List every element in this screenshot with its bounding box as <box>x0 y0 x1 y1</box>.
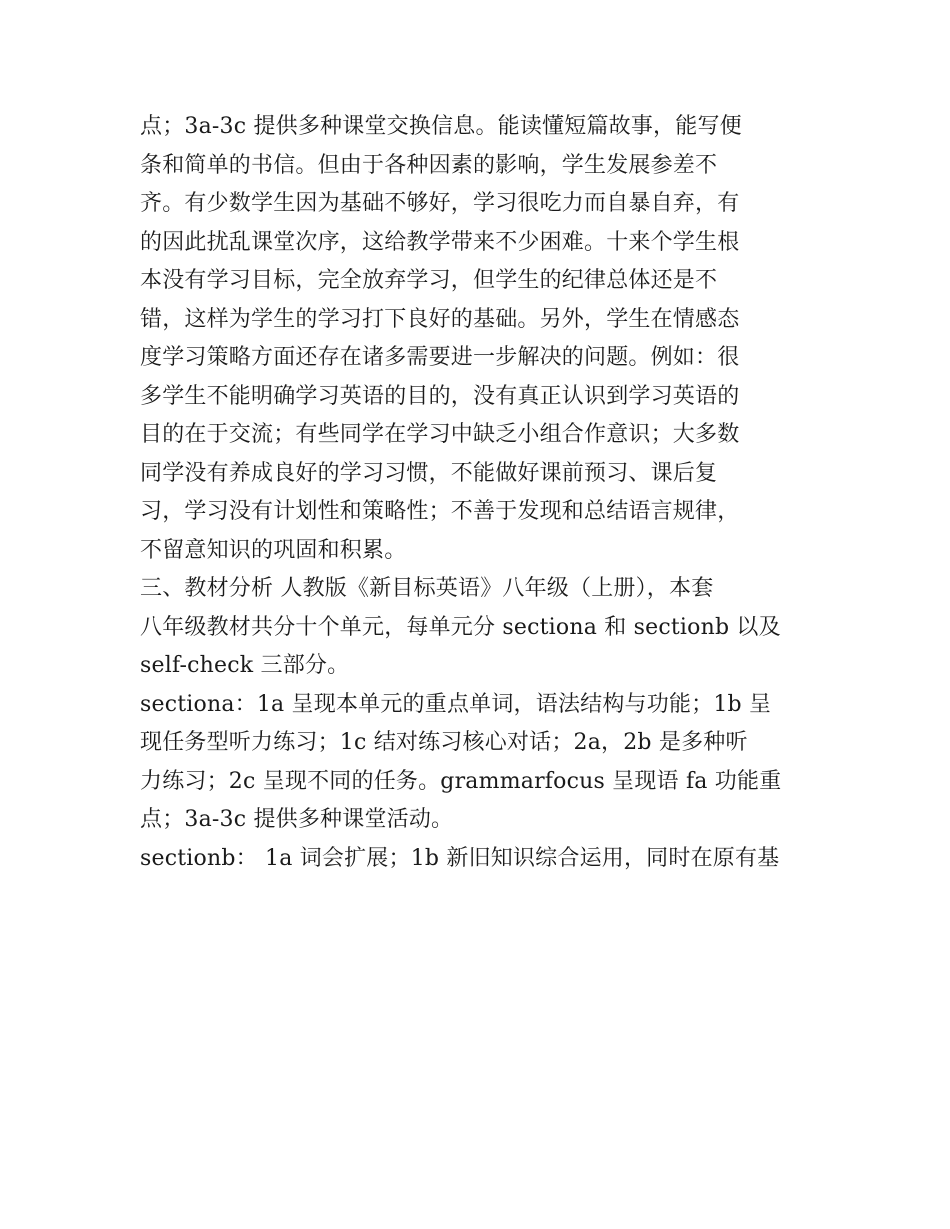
text-line: 目的在于交流；有些同学在学习中缺乏小组合作意识；大多数 <box>140 422 740 447</box>
text-line: 齐。有少数学生因为基础不够好，学习很吃力而自暴自弃，有 <box>140 191 740 216</box>
text-line: 错，这样为学生的学习打下良好的基础。另外，学生在情感态 <box>140 306 740 332</box>
text-line: 本没有学习目标，完全放弃学习，但学生的纪律总体还是不 <box>140 268 718 293</box>
text-line: sectiona：1a 呈现本单元的重点单词，语法结构与功能；1b 呈 <box>140 691 772 717</box>
text-line: sectionb： 1a 词会扩展；1b 新旧知识综合运用，同时在原有基 <box>140 845 780 871</box>
text-line: 度学习策略方面还存在诸多需要进一步解决的问题。例如：很 <box>140 345 740 370</box>
text-line: 条和简单的书信。但由于各种因素的影响，学生发展参差不 <box>140 152 718 178</box>
section-heading-line: 三、教材分析 人教版《新目标英语》八年级（上册），本套 <box>140 576 714 601</box>
text-line: 的因此扰乱课堂次序，这给教学带来不少困难。十来个学生根 <box>140 229 740 255</box>
text-line: 习，学习没有计划性和策略性；不善于发现和总结语言规律， <box>140 499 740 524</box>
text-line: 不留意知识的巩固和积累。 <box>140 537 407 563</box>
text-line: 力练习；2c 呈现不同的任务。grammarfocus 呈现语 fa 功能重 <box>140 768 782 794</box>
text-line: 同学没有养成良好的学习习惯，不能做好课前预习、课后复 <box>140 460 718 486</box>
text-line: 多学生不能明确学习英语的目的，没有真正认识到学习英语的 <box>140 383 740 409</box>
text-line: 点；3a-3c 提供多种课堂活动。 <box>140 807 454 832</box>
body-text <box>140 108 820 878</box>
text-line: 八年级教材共分十个单元，每单元分 sectiona 和 sectionb 以及 <box>140 614 781 640</box>
text-line: 点；3a-3c 提供多种课堂交换信息。能读懂短篇故事，能写便 <box>140 114 742 139</box>
text-line: self-check 三部分。 <box>140 653 350 678</box>
text-line: 现任务型听力练习；1c 结对练习核心对话；2a，2b 是多种听 <box>140 730 748 755</box>
